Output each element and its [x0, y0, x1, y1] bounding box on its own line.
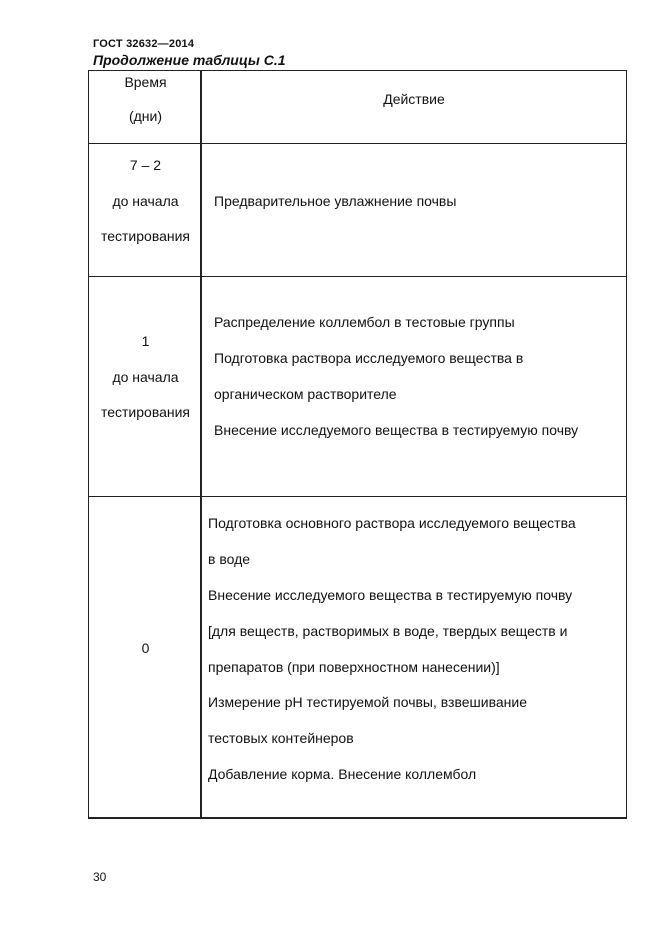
time-line: 1	[141, 333, 150, 349]
header-time-label: Время	[124, 74, 167, 90]
table-row	[89, 143, 626, 277]
header-time-unit: (дни)	[128, 108, 163, 124]
time-line: тестирования	[100, 228, 191, 244]
table-header-row	[89, 71, 626, 144]
time-line: до начала	[112, 193, 179, 209]
action-line: Измерение pH тестируемой почвы, взвешивание	[208, 694, 527, 710]
action-line: Предварительное увлажнение почвы	[214, 193, 457, 209]
time-line: тестирования	[100, 404, 191, 420]
time-cell	[89, 276, 202, 496]
action-line: препаратов (при поверхностном нанесении)]	[208, 659, 500, 675]
header-action-cell	[202, 71, 626, 143]
time-line: 0	[141, 640, 150, 656]
time-line: до начала	[112, 369, 179, 385]
action-line: тестовых контейнеров	[208, 730, 354, 746]
action-cell	[202, 143, 626, 276]
action-line: Подготовка раствора исследуемого вещества в	[214, 350, 524, 366]
action-line: Внесение исследуемого вещества в тестируемую почву	[214, 422, 579, 438]
table-caption: Продолжение таблицы С.1	[93, 52, 286, 68]
time-cell	[89, 143, 202, 276]
action-line: [для веществ, растворимых в воде, твердых веществ и	[208, 623, 568, 639]
header-action-label: Действие	[383, 91, 445, 107]
schedule-table	[88, 70, 627, 819]
action-line: Подготовка основного раствора исследуемого вещества	[208, 515, 576, 531]
standard-code: ГОСТ 32632—2014	[93, 38, 195, 50]
table-row	[89, 496, 626, 818]
action-cell	[202, 276, 626, 496]
table-row	[89, 276, 626, 497]
page-number: 30	[93, 870, 107, 884]
action-line: Внесение исследуемого вещества в тестируемую почву	[208, 587, 573, 603]
action-line: органическом растворителе	[214, 386, 397, 402]
action-line: Добавление корма. Внесение коллембол	[208, 766, 477, 782]
header-time-cell	[89, 71, 202, 143]
time-line: 7 – 2	[129, 157, 162, 173]
time-cell	[89, 496, 202, 818]
action-line: Распределение коллембол в тестовые группы	[214, 314, 515, 330]
action-line: в воде	[208, 551, 251, 567]
action-cell	[202, 496, 626, 818]
